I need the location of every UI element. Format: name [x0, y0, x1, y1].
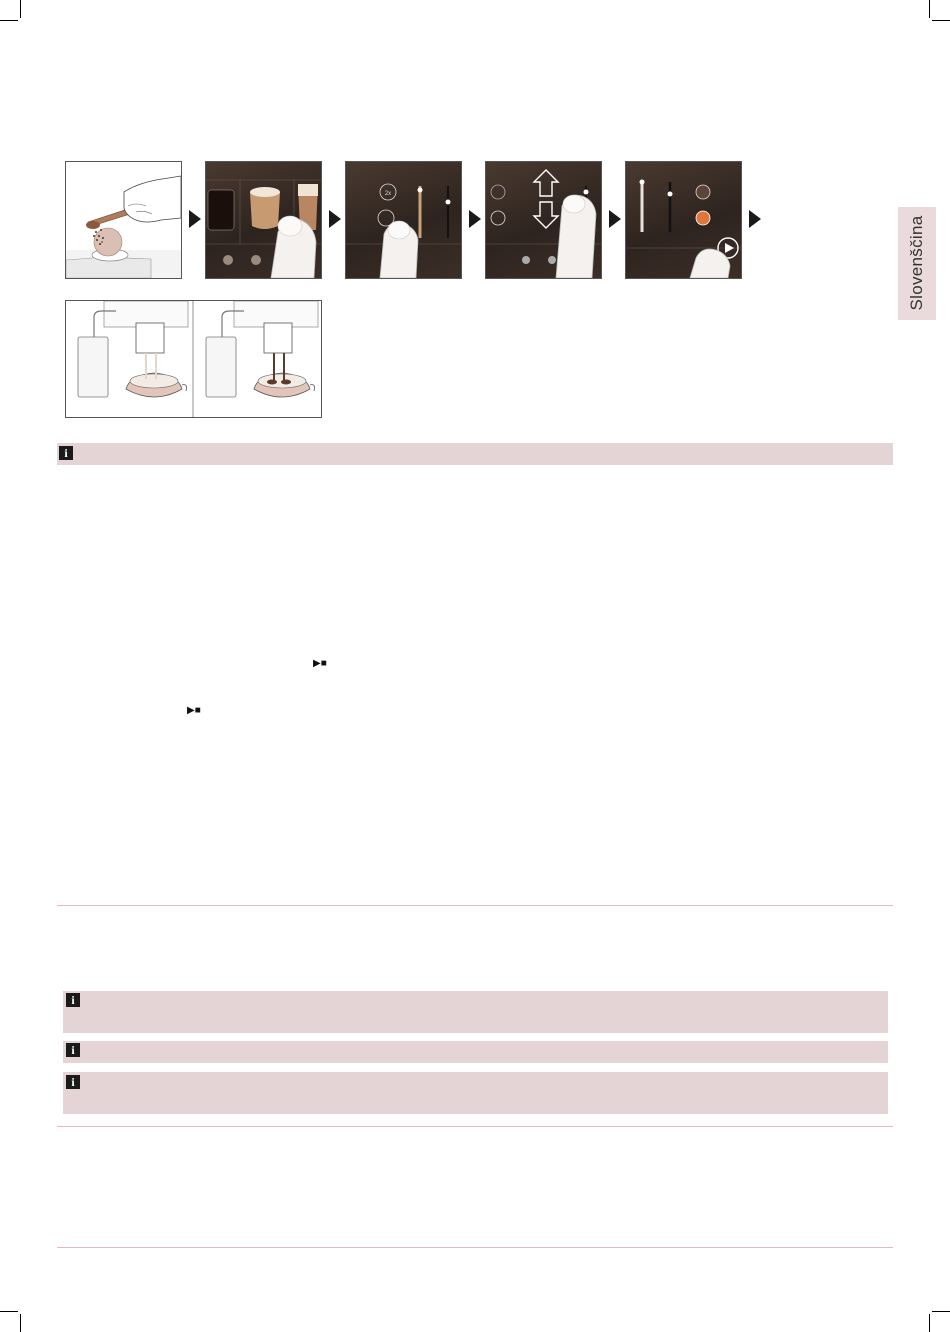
step-arrow-icon — [189, 210, 201, 228]
crop-mark — [932, 1311, 950, 1312]
step-illustration-adjust-settings — [345, 161, 462, 279]
step-arrow-icon — [329, 210, 341, 228]
section-divider — [57, 1126, 893, 1127]
crop-mark — [932, 20, 950, 21]
info-note-bar — [57, 443, 893, 465]
info-icon: i — [66, 1075, 80, 1089]
step-arrow-icon — [609, 210, 621, 228]
step-arrow-icon — [749, 210, 761, 228]
info-icon: i — [66, 993, 80, 1007]
crop-mark — [929, 0, 930, 18]
step-illustration-brewing — [65, 300, 322, 418]
section-divider — [57, 1247, 893, 1248]
info-icon: i — [59, 446, 73, 460]
crop-mark — [20, 1314, 21, 1332]
language-label: Slovenščina — [907, 215, 926, 311]
play-stop-icon: ▶■ — [187, 705, 201, 716]
crop-mark — [0, 20, 18, 21]
svg-text:2x: 2x — [384, 191, 392, 197]
info-note-bar — [63, 1072, 888, 1114]
play-stop-icon: ▶■ — [313, 658, 327, 669]
info-note-bar — [63, 1041, 888, 1063]
info-icon: i — [66, 1043, 80, 1057]
info-note-bar — [63, 991, 888, 1033]
crop-mark — [20, 0, 21, 18]
step-illustration-select-beverage — [205, 161, 322, 279]
crop-mark — [929, 1314, 930, 1332]
crop-mark — [0, 1311, 18, 1312]
section-divider — [57, 905, 893, 906]
step-illustration-add-ground-coffee — [65, 161, 182, 279]
step-illustration-press-start — [625, 161, 742, 279]
step-illustration-up-down — [485, 161, 602, 279]
step-arrow-icon — [469, 210, 481, 228]
